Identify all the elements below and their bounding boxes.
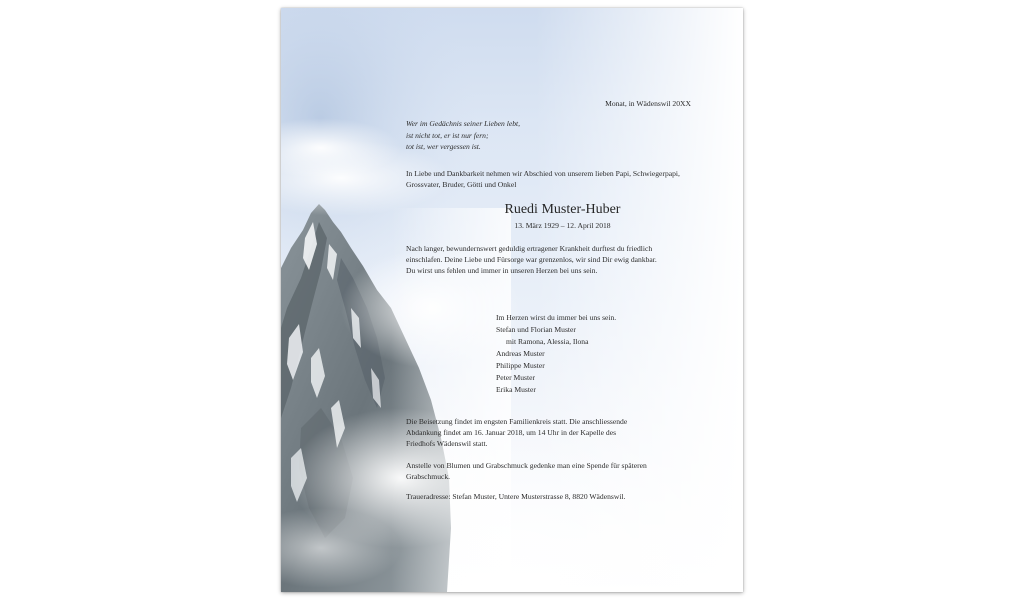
- dateline: Monat, in Wädenswil 20XX: [605, 99, 691, 108]
- donation-paragraph: [406, 460, 706, 482]
- paragraph-line: Nach langer, bewundernswert geduldig ertragener Krankheit durftest du friedlich: [406, 244, 653, 253]
- memorial-quote: [406, 118, 520, 153]
- family-line: Peter Muster: [496, 373, 536, 382]
- deceased-name: Ruedi Muster-Huber: [504, 202, 621, 217]
- paragraph-line: Friedhofs Wädenswil statt.: [406, 439, 488, 449]
- family-list: [496, 312, 616, 396]
- intro-text: In Liebe und Dankbarkeit nehmen wir Abschied von unserem lieben Papi, Schwiegerpapi, Grossvater, Bruder, Götti und Onkel: [406, 169, 680, 190]
- paragraph-line: Grabschmuck.: [406, 472, 451, 482]
- family-line: Erika Muster: [496, 385, 536, 394]
- family-line: Andreas Muster: [496, 349, 545, 358]
- mourning-address: Traueradresse: Stefan Muster, Untere Musterstrasse 8, 8820 Wädenswil.: [406, 492, 626, 501]
- family-line: Philippe Muster: [496, 361, 545, 370]
- paragraph-line: Du wirst uns fehlen und immer in unseren Herzen bei uns sein.: [406, 266, 598, 276]
- paragraph-line: einschlafen. Deine Liebe und Fürsorge war grenzenlos, wir sind Dir ewig dankbar.: [406, 255, 657, 265]
- mountain-background-image: [281, 8, 743, 592]
- burial-paragraph: [406, 416, 706, 450]
- life-dates: 13. März 1929 – 12. April 2018: [514, 221, 611, 230]
- family-line: Stefan und Florian Muster: [496, 325, 576, 334]
- quote-line: Wer im Gedächnis seiner Lieben lebt,: [406, 119, 521, 128]
- quote-line: ist nicht tot, er ist nur fern;: [406, 130, 489, 140]
- obituary-card: [281, 8, 743, 592]
- paragraph-line: Anstelle von Blumen und Grabschmuck gedenke man eine Spende für späteren: [406, 461, 647, 470]
- paragraph-line: Die Beisetzung findet im engsten Familienkreis statt. Die anschliessende: [406, 417, 628, 426]
- farewell-paragraph: [406, 243, 706, 277]
- paragraph-line: Abdankung findet am 16. Januar 2018, um 14 Uhr in der Kapelle des: [406, 428, 617, 438]
- family-line: Im Herzen wirst du immer bei uns sein.: [496, 313, 617, 322]
- family-line: mit Ramona, Alessia, Ilona: [506, 337, 589, 346]
- quote-line: tot ist, wer vergessen ist.: [406, 142, 481, 151]
